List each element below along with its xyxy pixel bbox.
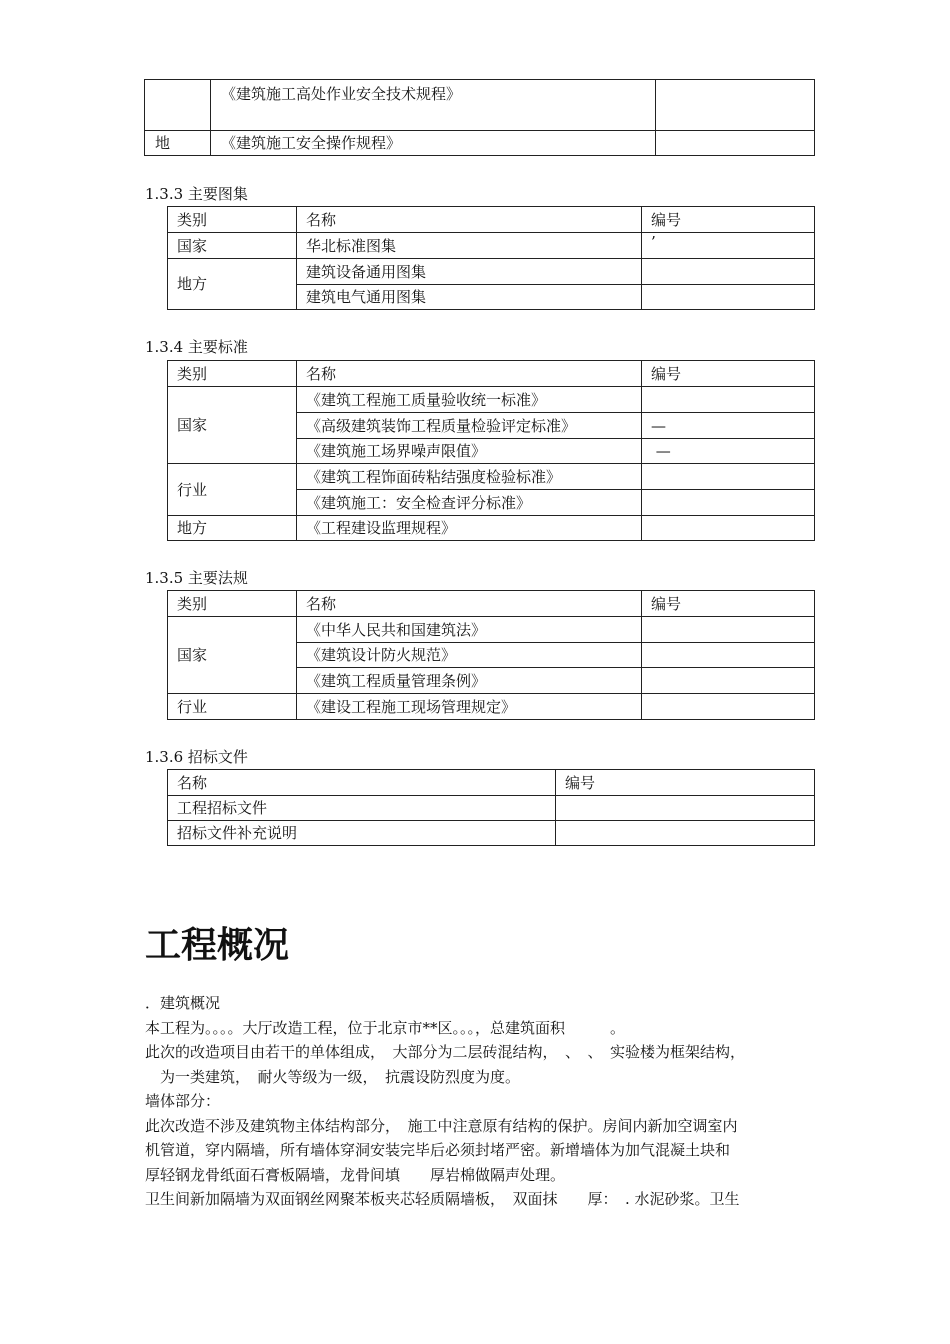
overview-body <box>145 991 825 1212</box>
header-number: 编号 <box>556 770 815 796</box>
category-cell: 地方 <box>168 516 297 541</box>
header-name: 名称 <box>297 207 642 233</box>
name-cell: 《建筑施工场界噪声限值》 <box>297 439 642 464</box>
number-cell <box>642 516 815 541</box>
name-cell: 《工程建设监理规程》 <box>297 516 642 541</box>
paragraph-line: 本工程为。。。。大厅改造工程，位于北京市**区。。。，总建筑面积 。 <box>145 1018 626 1037</box>
tender-docs-table <box>167 769 815 846</box>
section-heading-1-3-5: 1.3.5 主要法规 <box>145 569 248 587</box>
category-cell: 行业 <box>168 464 297 516</box>
section-heading-1-3-4: 1.3.4 主要标准 <box>145 338 248 356</box>
name-cell: 招标文件补充说明 <box>168 821 556 846</box>
name-cell: 建筑设备通用图集 <box>297 259 642 285</box>
paragraph-line: 为一类建筑， 耐火等级为一级， 抗震设防烈度为度。 <box>145 1067 521 1086</box>
atlas-table <box>167 206 815 310</box>
header-number: 编号 <box>642 361 815 387</box>
paragraph-line: 机管道，穿内隔墙，所有墙体穿洞安装完毕后必须封堵严密。新增墙体为加气混凝土块和 <box>145 1141 731 1159</box>
name-cell: 《建筑设计防火规范》 <box>297 643 642 668</box>
subsection-heading: 墙体部分： <box>145 1092 221 1110</box>
number-cell <box>642 490 815 516</box>
name-cell: 建筑电气通用图集 <box>297 285 642 310</box>
table-row <box>145 80 815 131</box>
table-header-row <box>168 770 815 796</box>
number-cell <box>642 259 815 285</box>
table-row <box>168 821 815 846</box>
header-name: 名称 <box>297 591 642 617</box>
section-heading-1-3-3: 1.3.3 主要图集 <box>145 185 248 203</box>
number-cell: — <box>642 439 815 464</box>
table-row <box>168 796 815 821</box>
number-cell <box>656 131 815 156</box>
subsection-heading: ．建筑概况 <box>145 994 221 1012</box>
header-number: 编号 <box>642 591 815 617</box>
name-cell: 《建筑工程饰面砖粘结强度检验标准》 <box>297 464 642 490</box>
category-cell: 国家 <box>168 617 297 694</box>
table-row <box>168 233 815 259</box>
name-cell: 《建设工程施工现场管理规定》 <box>297 694 642 720</box>
category-cell: 国家 <box>168 387 297 464</box>
name-cell: 《建筑施工：安全检查评分标准》 <box>297 490 642 516</box>
header-category: 类别 <box>168 207 297 233</box>
name-cell: 《建筑工程施工质量验收统一标准》 <box>297 387 642 413</box>
name-cell: 工程招标文件 <box>168 796 556 821</box>
header-category: 类别 <box>168 361 297 387</box>
name-cell: 华北标准图集 <box>297 233 642 259</box>
number-cell <box>642 668 815 694</box>
category-cell: 地 <box>145 131 211 156</box>
number-cell <box>642 694 815 720</box>
number-cell <box>642 285 815 310</box>
name-cell: 《建筑施工安全操作规程》 <box>211 131 656 156</box>
category-cell <box>145 80 211 131</box>
paragraph-line: 卫生间新加隔墙为双面钢丝网聚苯板夹芯轻质隔墙板， 双面抹 厚： . 水泥砂浆。卫生 <box>145 1190 740 1208</box>
paragraph-line: 此次改造不涉及建筑物主体结构部分， 施工中注意原有结构的保护。房间内新加空调室内 <box>145 1116 738 1135</box>
category-cell: 地方 <box>168 259 297 310</box>
number-cell: ’ <box>642 233 815 259</box>
header-category: 类别 <box>168 591 297 617</box>
header-name: 名称 <box>297 361 642 387</box>
number-cell <box>642 617 815 643</box>
number-cell <box>642 464 815 490</box>
number-cell <box>656 80 815 131</box>
paragraph-line: 厚轻钢龙骨纸面石膏板隔墙，龙骨间填 厚岩棉做隔声处理。 <box>145 1165 566 1184</box>
table-row <box>168 516 815 541</box>
chapter-title: 工程概况 <box>145 925 290 966</box>
category-cell: 国家 <box>168 233 297 259</box>
name-cell: 《高级建筑装饰工程质量检验评定标准》 <box>297 413 642 439</box>
number-cell: — <box>642 413 815 439</box>
table-row <box>168 387 815 413</box>
section-heading-1-3-6: 1.3.6 招标文件 <box>145 748 248 766</box>
table-row <box>168 259 815 285</box>
laws-table <box>167 590 815 720</box>
table-row <box>168 464 815 490</box>
table-row <box>168 617 815 643</box>
table-header-row <box>168 361 815 387</box>
name-cell: 《建筑工程质量管理条例》 <box>297 668 642 694</box>
table-row <box>168 694 815 720</box>
header-number: 编号 <box>642 207 815 233</box>
table-row <box>145 131 815 156</box>
paragraph-line: 此次的改造项目由若干的单体组成， 大部分为二层砖混结构， 、 、 实验楼为框架结构， <box>145 1043 746 1061</box>
table-header-row <box>168 207 815 233</box>
number-cell <box>642 643 815 668</box>
number-cell <box>642 387 815 413</box>
name-cell: 《建筑施工高处作业安全技术规程》 <box>211 80 656 131</box>
number-cell <box>556 796 815 821</box>
regulations-table-continued <box>144 79 815 156</box>
category-cell: 行业 <box>168 694 297 720</box>
standards-table <box>167 360 815 541</box>
header-name: 名称 <box>168 770 556 796</box>
number-cell <box>556 821 815 846</box>
table-header-row <box>168 591 815 617</box>
name-cell: 《中华人民共和国建筑法》 <box>297 617 642 643</box>
